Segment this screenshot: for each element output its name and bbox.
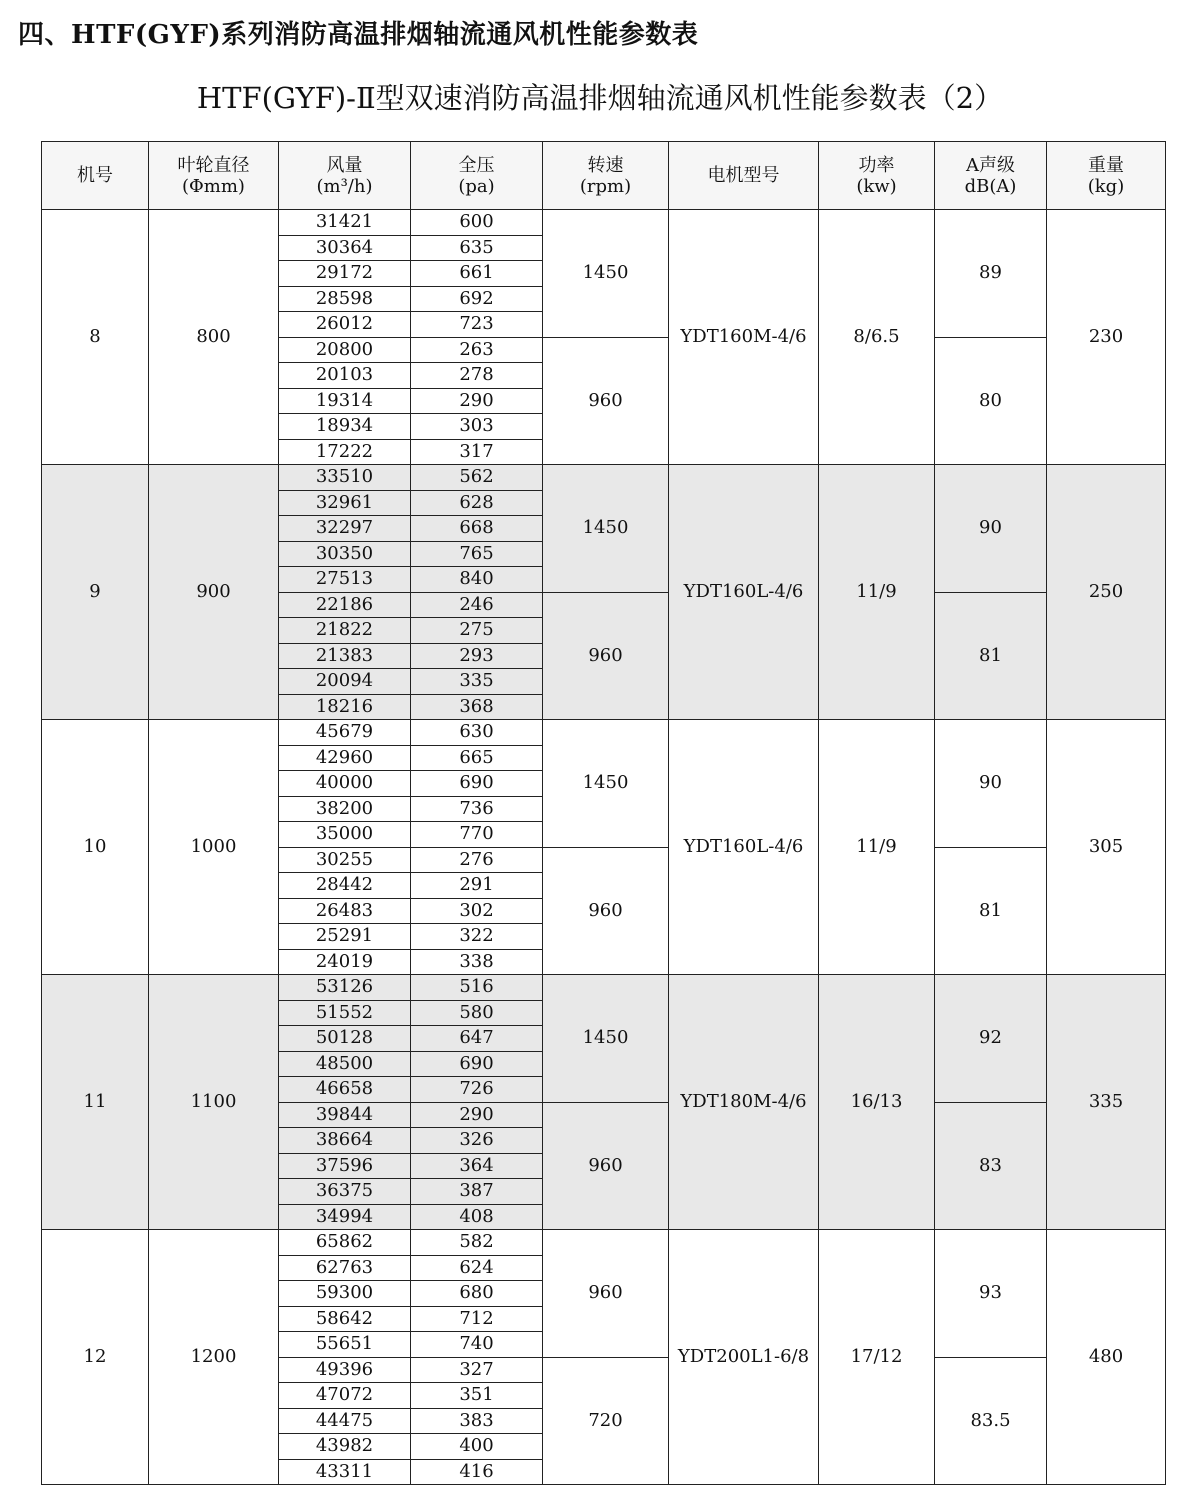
speed-low-cell: 960 bbox=[543, 847, 669, 975]
header-pressure bbox=[411, 142, 543, 210]
pressure-cell: 278 bbox=[411, 363, 543, 389]
pressure-cell: 291 bbox=[411, 873, 543, 899]
pressure-cell: 630 bbox=[411, 720, 543, 746]
table-row bbox=[42, 210, 1166, 236]
pressure-cell: 275 bbox=[411, 618, 543, 644]
weight-cell: 305 bbox=[1047, 720, 1166, 975]
pressure-cell: 317 bbox=[411, 439, 543, 465]
header-weight bbox=[1047, 142, 1166, 210]
pressure-cell: 303 bbox=[411, 414, 543, 440]
header-airflow-line: 风量 bbox=[326, 154, 363, 176]
pressure-cell: 628 bbox=[411, 490, 543, 516]
pressure-cell: 338 bbox=[411, 949, 543, 975]
pressure-cell: 665 bbox=[411, 745, 543, 771]
weight-cell: 480 bbox=[1047, 1230, 1166, 1485]
pressure-cell: 680 bbox=[411, 1281, 543, 1307]
weight-cell: 335 bbox=[1047, 975, 1166, 1230]
pressure-cell: 326 bbox=[411, 1128, 543, 1154]
header-airflow-line: (m³/h) bbox=[316, 175, 373, 197]
speed-low-cell: 720 bbox=[543, 1357, 669, 1485]
header-power-line: 功率 bbox=[858, 154, 895, 176]
speed-low-cell: 960 bbox=[543, 337, 669, 465]
airflow-cell: 50128 bbox=[279, 1026, 411, 1052]
model-number-cell: 11 bbox=[42, 975, 149, 1230]
airflow-cell: 62763 bbox=[279, 1255, 411, 1281]
header-model bbox=[42, 142, 149, 210]
airflow-cell: 26012 bbox=[279, 312, 411, 338]
pressure-cell: 647 bbox=[411, 1026, 543, 1052]
pressure-cell: 690 bbox=[411, 771, 543, 797]
header-row bbox=[42, 142, 1166, 210]
pressure-cell: 368 bbox=[411, 694, 543, 720]
noise-high-cell: 93 bbox=[935, 1230, 1047, 1358]
noise-low-cell: 81 bbox=[935, 592, 1047, 720]
airflow-cell: 65862 bbox=[279, 1230, 411, 1256]
header-diameter-line: 叶轮直径 bbox=[177, 154, 250, 176]
noise-high-cell: 90 bbox=[935, 465, 1047, 593]
pressure-cell: 290 bbox=[411, 388, 543, 414]
pressure-cell: 770 bbox=[411, 822, 543, 848]
noise-low-cell: 83.5 bbox=[935, 1357, 1047, 1485]
power-cell: 11/9 bbox=[819, 720, 935, 975]
power-cell: 11/9 bbox=[819, 465, 935, 720]
pressure-cell: 736 bbox=[411, 796, 543, 822]
airflow-cell: 44475 bbox=[279, 1408, 411, 1434]
airflow-cell: 46658 bbox=[279, 1077, 411, 1103]
pressure-cell: 416 bbox=[411, 1459, 543, 1485]
noise-high-cell: 89 bbox=[935, 210, 1047, 338]
pressure-cell: 276 bbox=[411, 847, 543, 873]
motor-model-cell: YDT180M-4/6 bbox=[669, 975, 819, 1230]
airflow-cell: 22186 bbox=[279, 592, 411, 618]
speed-high-cell: 1450 bbox=[543, 210, 669, 338]
airflow-cell: 18934 bbox=[279, 414, 411, 440]
airflow-cell: 37596 bbox=[279, 1153, 411, 1179]
noise-high-cell: 92 bbox=[935, 975, 1047, 1103]
header-diameter bbox=[149, 142, 279, 210]
impeller-diameter-cell: 1100 bbox=[149, 975, 279, 1230]
pressure-cell: 765 bbox=[411, 541, 543, 567]
airflow-cell: 49396 bbox=[279, 1357, 411, 1383]
airflow-cell: 32297 bbox=[279, 516, 411, 542]
airflow-cell: 20103 bbox=[279, 363, 411, 389]
header-power-line: (kw) bbox=[856, 175, 897, 197]
pressure-cell: 723 bbox=[411, 312, 543, 338]
pressure-cell: 387 bbox=[411, 1179, 543, 1205]
table-title: HTF(GYF)-Ⅱ型双速消防高温排烟轴流通风机性能参数表（2） bbox=[196, 81, 1004, 115]
speed-high-cell: 960 bbox=[543, 1230, 669, 1358]
airflow-cell: 21822 bbox=[279, 618, 411, 644]
impeller-diameter-cell: 900 bbox=[149, 465, 279, 720]
pressure-cell: 624 bbox=[411, 1255, 543, 1281]
airflow-cell: 35000 bbox=[279, 822, 411, 848]
power-cell: 8/6.5 bbox=[819, 210, 935, 465]
header-motor-line: 电机型号 bbox=[707, 165, 780, 186]
speed-high-cell: 1450 bbox=[543, 465, 669, 593]
header-model-line: 机号 bbox=[77, 165, 113, 186]
pressure-cell: 293 bbox=[411, 643, 543, 669]
airflow-cell: 38200 bbox=[279, 796, 411, 822]
airflow-cell: 30255 bbox=[279, 847, 411, 873]
fan-performance-table bbox=[41, 141, 1166, 1485]
airflow-cell: 20094 bbox=[279, 669, 411, 695]
pressure-cell: 364 bbox=[411, 1153, 543, 1179]
pressure-cell: 562 bbox=[411, 465, 543, 491]
airflow-cell: 18216 bbox=[279, 694, 411, 720]
pressure-cell: 302 bbox=[411, 898, 543, 924]
pressure-cell: 335 bbox=[411, 669, 543, 695]
airflow-cell: 24019 bbox=[279, 949, 411, 975]
pressure-cell: 400 bbox=[411, 1434, 543, 1460]
airflow-cell: 43982 bbox=[279, 1434, 411, 1460]
header-weight-line: 重量 bbox=[1088, 154, 1124, 176]
pressure-cell: 263 bbox=[411, 337, 543, 363]
airflow-cell: 17222 bbox=[279, 439, 411, 465]
airflow-cell: 20800 bbox=[279, 337, 411, 363]
pressure-cell: 690 bbox=[411, 1051, 543, 1077]
pressure-cell: 516 bbox=[411, 975, 543, 1001]
airflow-cell: 30350 bbox=[279, 541, 411, 567]
airflow-cell: 43311 bbox=[279, 1459, 411, 1485]
pressure-cell: 580 bbox=[411, 1000, 543, 1026]
pressure-cell: 600 bbox=[411, 210, 543, 236]
pressure-cell: 635 bbox=[411, 235, 543, 261]
pressure-cell: 740 bbox=[411, 1332, 543, 1358]
airflow-cell: 30364 bbox=[279, 235, 411, 261]
motor-model-cell: YDT160L-4/6 bbox=[669, 465, 819, 720]
header-diameter-line: (Φmm) bbox=[182, 175, 245, 197]
fan-model-group bbox=[42, 465, 1166, 720]
airflow-cell: 27513 bbox=[279, 567, 411, 593]
impeller-diameter-cell: 1200 bbox=[149, 1230, 279, 1485]
airflow-cell: 36375 bbox=[279, 1179, 411, 1205]
table-row bbox=[42, 975, 1166, 1001]
noise-low-cell: 80 bbox=[935, 337, 1047, 465]
airflow-cell: 39844 bbox=[279, 1102, 411, 1128]
model-number-cell: 12 bbox=[42, 1230, 149, 1485]
model-number-cell: 9 bbox=[42, 465, 149, 720]
airflow-cell: 32961 bbox=[279, 490, 411, 516]
pressure-cell: 408 bbox=[411, 1204, 543, 1230]
airflow-cell: 55651 bbox=[279, 1332, 411, 1358]
pressure-cell: 246 bbox=[411, 592, 543, 618]
pressure-cell: 840 bbox=[411, 567, 543, 593]
airflow-cell: 38664 bbox=[279, 1128, 411, 1154]
header-noise-line: dB(A) bbox=[964, 175, 1017, 197]
motor-model-cell: YDT200L1-6/8 bbox=[669, 1230, 819, 1485]
airflow-cell: 31421 bbox=[279, 210, 411, 236]
header-pressure-line: 全压 bbox=[458, 154, 495, 176]
noise-high-cell: 90 bbox=[935, 720, 1047, 848]
pressure-cell: 712 bbox=[411, 1306, 543, 1332]
table-row bbox=[42, 465, 1166, 491]
header-airflow bbox=[279, 142, 411, 210]
airflow-cell: 42960 bbox=[279, 745, 411, 771]
airflow-cell: 48500 bbox=[279, 1051, 411, 1077]
motor-model-cell: YDT160L-4/6 bbox=[669, 720, 819, 975]
impeller-diameter-cell: 800 bbox=[149, 210, 279, 465]
fan-model-group bbox=[42, 1230, 1166, 1485]
pressure-cell: 290 bbox=[411, 1102, 543, 1128]
document-heading: 四、HTF(GYF)系列消防高温排烟轴流通风机性能参数表 bbox=[18, 20, 699, 50]
pressure-cell: 668 bbox=[411, 516, 543, 542]
model-number-cell: 10 bbox=[42, 720, 149, 975]
weight-cell: 250 bbox=[1047, 465, 1166, 720]
pressure-cell: 351 bbox=[411, 1383, 543, 1409]
fan-model-group bbox=[42, 720, 1166, 975]
pressure-cell: 692 bbox=[411, 286, 543, 312]
pressure-cell: 322 bbox=[411, 924, 543, 950]
header-power bbox=[819, 142, 935, 210]
airflow-cell: 40000 bbox=[279, 771, 411, 797]
airflow-cell: 58642 bbox=[279, 1306, 411, 1332]
header-speed-line: (rpm) bbox=[579, 175, 632, 197]
speed-low-cell: 960 bbox=[543, 1102, 669, 1230]
airflow-cell: 21383 bbox=[279, 643, 411, 669]
table-row bbox=[42, 720, 1166, 746]
header-noise bbox=[935, 142, 1047, 210]
airflow-cell: 26483 bbox=[279, 898, 411, 924]
airflow-cell: 51552 bbox=[279, 1000, 411, 1026]
airflow-cell: 34994 bbox=[279, 1204, 411, 1230]
speed-low-cell: 960 bbox=[543, 592, 669, 720]
airflow-cell: 33510 bbox=[279, 465, 411, 491]
pressure-cell: 582 bbox=[411, 1230, 543, 1256]
airflow-cell: 59300 bbox=[279, 1281, 411, 1307]
speed-high-cell: 1450 bbox=[543, 975, 669, 1103]
pressure-cell: 661 bbox=[411, 261, 543, 287]
motor-model-cell: YDT160M-4/6 bbox=[669, 210, 819, 465]
impeller-diameter-cell: 1000 bbox=[149, 720, 279, 975]
airflow-cell: 28442 bbox=[279, 873, 411, 899]
noise-low-cell: 83 bbox=[935, 1102, 1047, 1230]
header-motor bbox=[669, 142, 819, 210]
airflow-cell: 29172 bbox=[279, 261, 411, 287]
header-speed bbox=[543, 142, 669, 210]
airflow-cell: 53126 bbox=[279, 975, 411, 1001]
header-weight-line: (kg) bbox=[1087, 175, 1125, 197]
fan-model-group bbox=[42, 210, 1166, 465]
airflow-cell: 47072 bbox=[279, 1383, 411, 1409]
header-pressure-line: (pa) bbox=[458, 175, 495, 197]
model-number-cell: 8 bbox=[42, 210, 149, 465]
airflow-cell: 45679 bbox=[279, 720, 411, 746]
speed-high-cell: 1450 bbox=[543, 720, 669, 848]
fan-model-group bbox=[42, 975, 1166, 1230]
pressure-cell: 726 bbox=[411, 1077, 543, 1103]
weight-cell: 230 bbox=[1047, 210, 1166, 465]
table-row bbox=[42, 1230, 1166, 1256]
power-cell: 16/13 bbox=[819, 975, 935, 1230]
pressure-cell: 327 bbox=[411, 1357, 543, 1383]
header-speed-line: 转速 bbox=[587, 154, 624, 176]
airflow-cell: 25291 bbox=[279, 924, 411, 950]
airflow-cell: 19314 bbox=[279, 388, 411, 414]
noise-low-cell: 81 bbox=[935, 847, 1047, 975]
header-noise-line: A声级 bbox=[966, 154, 1015, 176]
power-cell: 17/12 bbox=[819, 1230, 935, 1485]
pressure-cell: 383 bbox=[411, 1408, 543, 1434]
airflow-cell: 28598 bbox=[279, 286, 411, 312]
